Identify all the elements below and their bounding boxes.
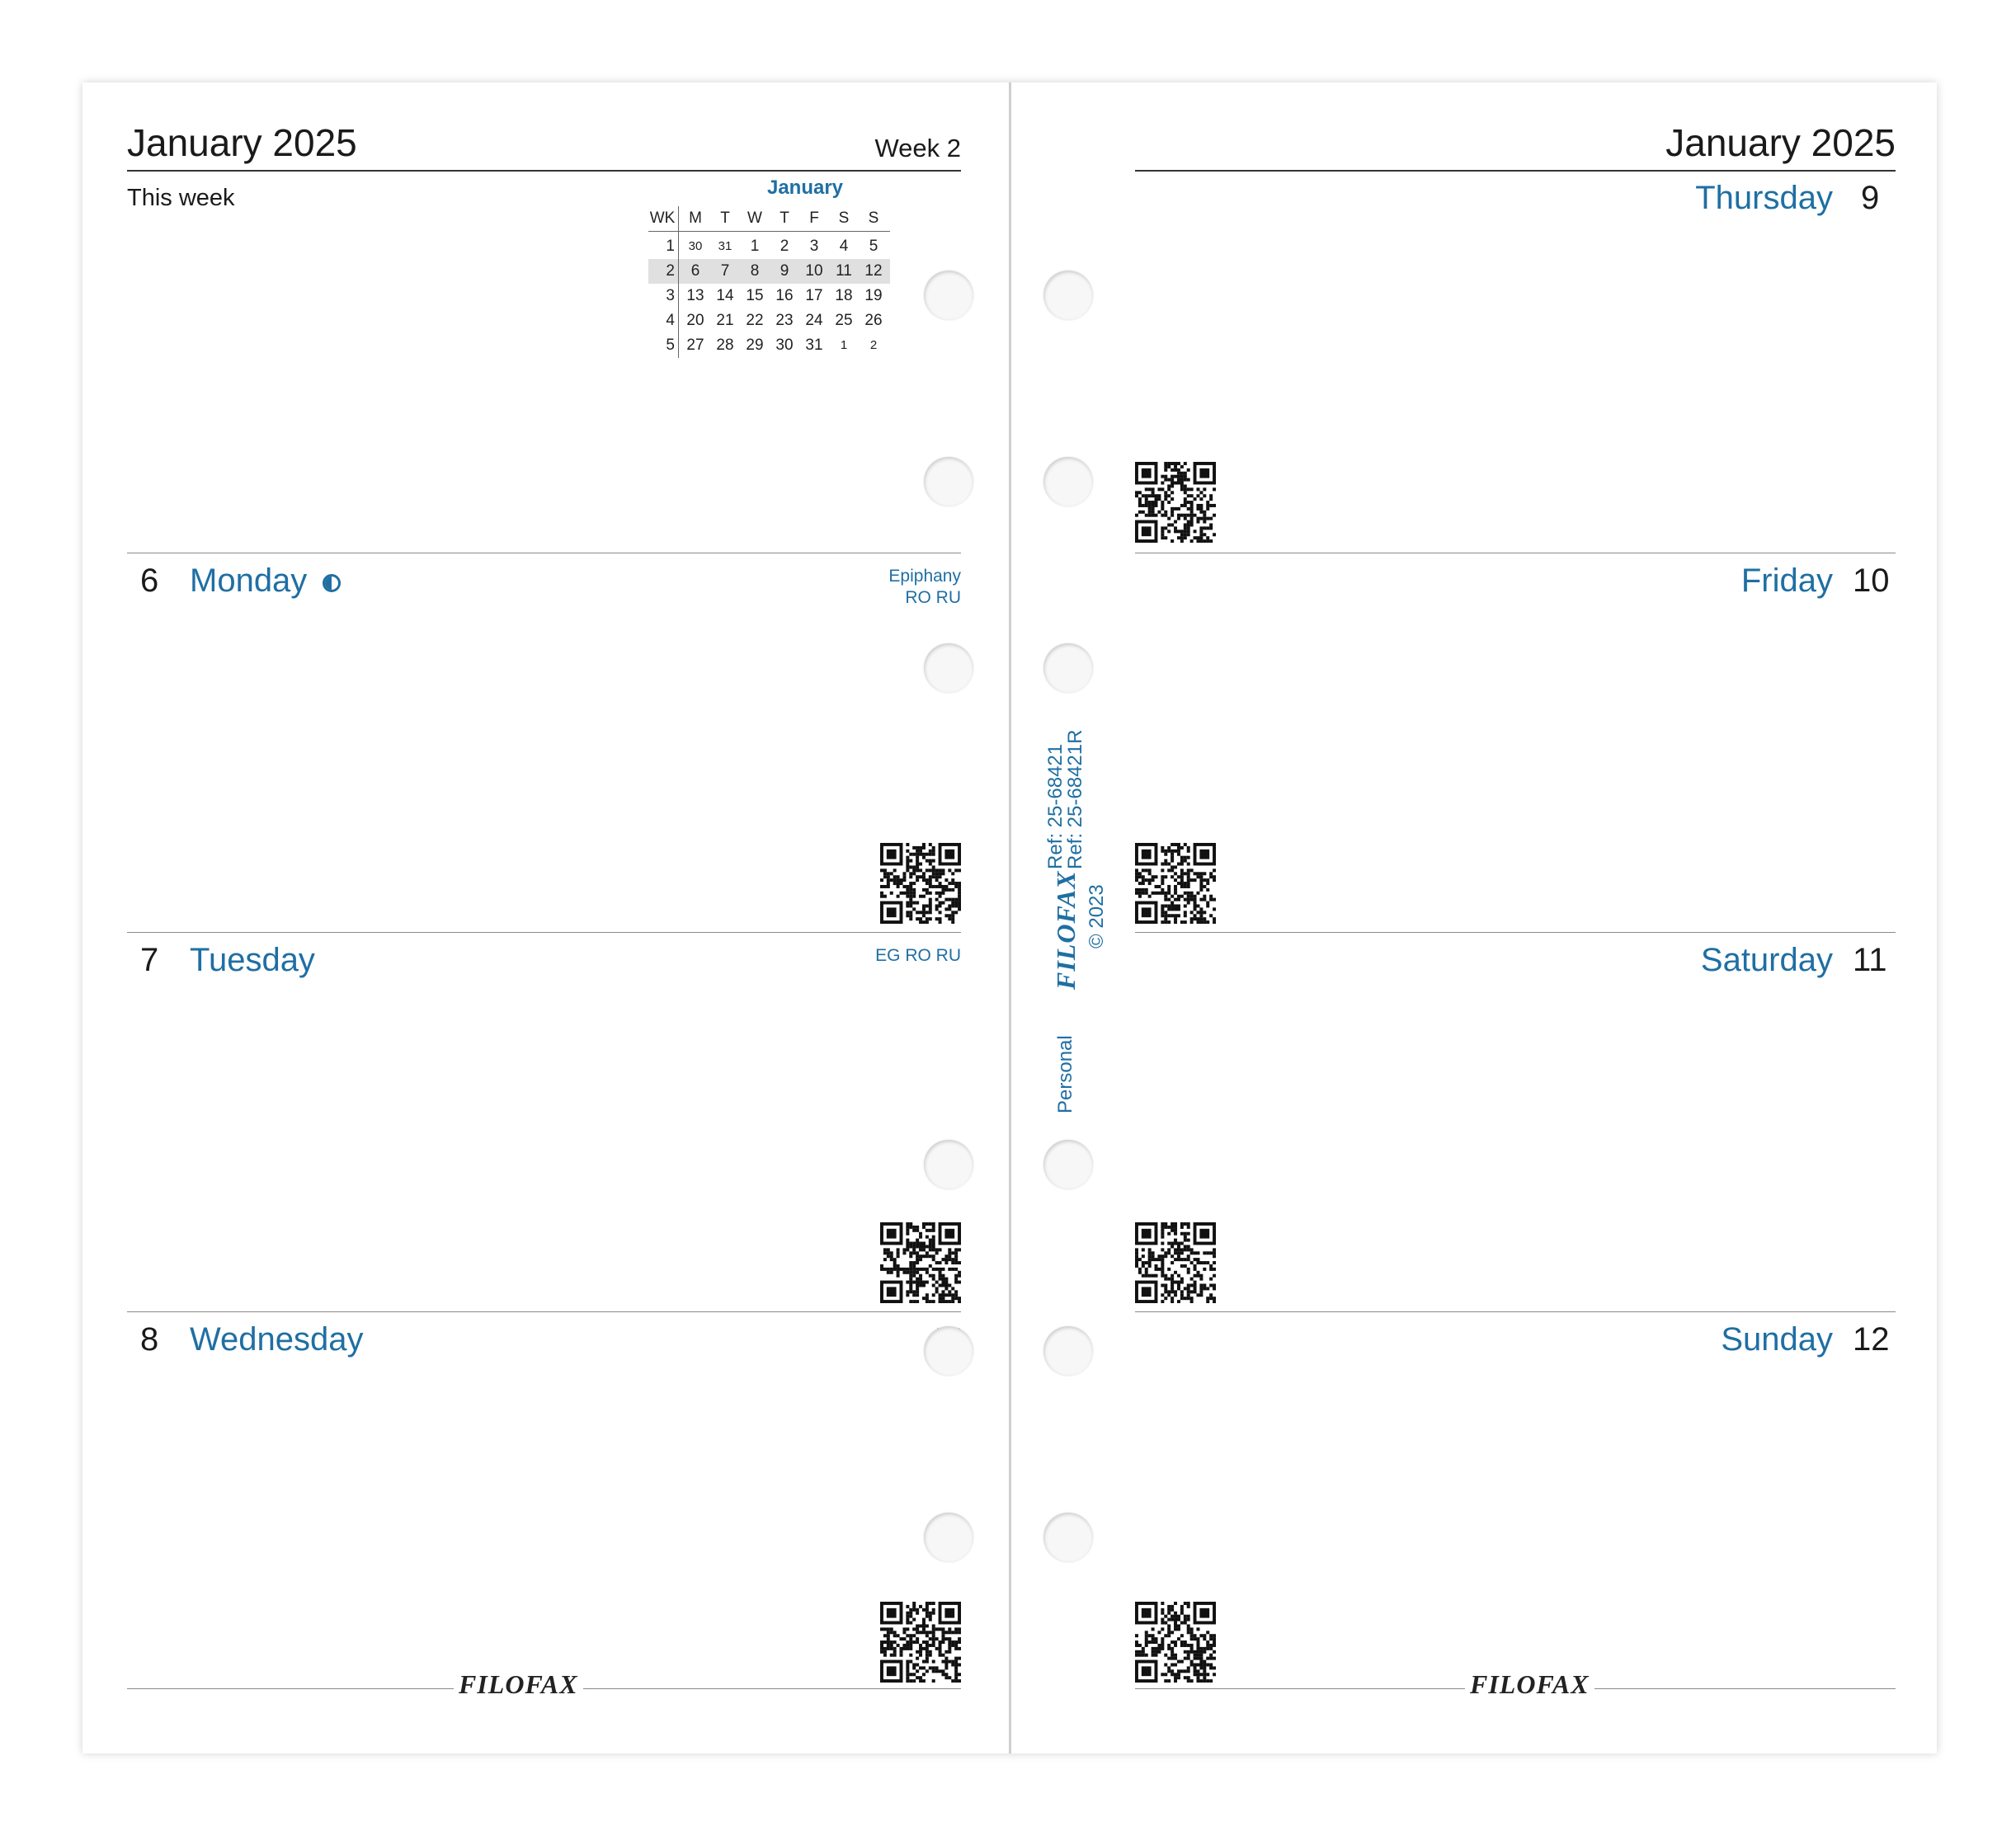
mini-calendar-day: 6 — [690, 262, 700, 280]
mini-calendar-day: 4 — [839, 238, 849, 255]
mini-calendar-week-number: 3 — [666, 287, 675, 304]
day-name-saturday: Saturday — [1700, 942, 1833, 978]
mini-calendar-title: January — [766, 177, 844, 199]
section-divider — [127, 1311, 961, 1312]
mini-calendar-header: T — [780, 209, 789, 227]
mini-calendar-header: WK — [649, 209, 676, 227]
filofax-logo: FILOFAX — [454, 1669, 583, 1700]
mini-calendar-header: F — [809, 209, 819, 227]
week-number-label: Week 2 — [874, 134, 961, 162]
day-number-monday: 6 — [140, 562, 159, 599]
qr-code-icon — [1135, 1602, 1216, 1683]
mini-calendar-day: 30 — [688, 239, 703, 253]
binder-hole — [1043, 457, 1093, 506]
mini-calendar-header: S — [838, 209, 850, 227]
left-page — [82, 82, 1009, 1753]
copyright-label: © 2023 — [1086, 884, 1108, 948]
qr-code-icon — [1135, 843, 1216, 924]
mini-calendar-day: 12 — [864, 262, 883, 280]
mini-calendar-day: 17 — [805, 287, 823, 304]
binder-hole — [1043, 643, 1093, 693]
mini-calendar-day: 10 — [805, 262, 823, 280]
section-divider — [127, 932, 961, 933]
day-name-monday: Monday — [190, 562, 308, 599]
this-week-label: This week — [127, 185, 235, 211]
mini-calendar-day: 5 — [869, 238, 878, 255]
day-number-wednesday: 8 — [140, 1321, 159, 1358]
qr-code-icon — [880, 1602, 961, 1683]
spine-filofax-logo: FILOFAX — [1051, 870, 1081, 990]
page-title: January 2025 — [127, 121, 357, 164]
day-number-tuesday: 7 — [140, 942, 159, 978]
binder-hole — [924, 457, 973, 506]
mini-calendar-day: 13 — [686, 287, 704, 304]
right-page — [1011, 82, 1937, 1753]
section-divider — [1135, 1311, 1896, 1312]
mini-calendar-day: 31 — [718, 239, 732, 253]
mini-calendar-day: 23 — [775, 312, 794, 329]
mini-calendar-day: 1 — [750, 238, 760, 255]
reference-number: Ref: 25-68421 — [1044, 743, 1067, 869]
size-label: Personal — [1054, 1035, 1076, 1113]
day-name-tuesday: Tuesday — [190, 942, 315, 978]
mini-calendar-day: 29 — [746, 337, 764, 354]
mini-calendar-day: 15 — [746, 287, 764, 304]
mini-calendar-day: 25 — [835, 312, 853, 329]
day-name-sunday: Sunday — [1721, 1321, 1833, 1358]
mini-calendar-day: 24 — [805, 312, 823, 329]
holiday-countries: RO RU — [905, 588, 961, 607]
section-divider — [1135, 932, 1896, 933]
binder-hole — [1043, 1140, 1093, 1189]
first-quarter-moon-icon — [323, 574, 341, 592]
binder-hole — [924, 643, 973, 693]
binder-hole — [1043, 271, 1093, 320]
binder-hole — [924, 1513, 973, 1562]
binder-hole — [924, 1140, 973, 1189]
mini-calendar-day: 2 — [869, 338, 878, 352]
filofax-logo: FILOFAX — [1465, 1669, 1594, 1700]
header-rule — [1135, 170, 1896, 172]
binder-hole — [1043, 1326, 1093, 1376]
mini-calendar-day: 30 — [775, 337, 794, 354]
mini-calendar-day: 14 — [716, 287, 734, 304]
qr-code-icon — [880, 1222, 961, 1303]
day-number-saturday: 11 — [1853, 942, 1887, 978]
mini-calendar — [648, 177, 962, 358]
holiday-list-tuesday — [875, 945, 961, 967]
page-title: January 2025 — [1665, 121, 1896, 164]
mini-calendar-day: 1 — [840, 338, 848, 352]
mini-calendar-header: T — [720, 209, 730, 227]
mini-calendar-header: M — [689, 209, 702, 227]
mini-calendar-day: 27 — [686, 337, 704, 354]
mini-calendar-header: S — [868, 209, 879, 227]
reference-number-r: Ref: 25-68421R — [1064, 729, 1086, 869]
day-name-friday: Friday — [1740, 562, 1833, 599]
mini-calendar-day: 20 — [686, 312, 704, 329]
day-number-thursday: 9 — [1861, 180, 1880, 216]
mini-calendar-day: 26 — [864, 312, 883, 329]
mini-calendar-week-number: 2 — [666, 262, 675, 280]
mini-calendar-day: 3 — [809, 238, 819, 255]
holiday-countries: EG RO RU — [875, 946, 961, 965]
binder-hole — [924, 1326, 973, 1376]
mini-calendar-day: 8 — [750, 262, 760, 280]
mini-calendar-week-divider — [678, 206, 679, 358]
mini-calendar-day: 11 — [836, 262, 852, 280]
qr-code-icon — [880, 843, 961, 924]
header-rule — [127, 170, 961, 172]
binder-hole — [1043, 1513, 1093, 1562]
day-number-friday: 10 — [1853, 562, 1890, 599]
qr-code-icon — [1135, 1222, 1216, 1303]
mini-calendar-day: 18 — [835, 287, 853, 304]
mini-calendar-week-number: 4 — [666, 312, 675, 329]
mini-calendar-header-rule — [648, 231, 890, 232]
mini-calendar-week-number: 5 — [666, 337, 675, 354]
mini-calendar-header: W — [747, 209, 762, 227]
mini-calendar-day: 19 — [864, 287, 883, 304]
holiday-epiphany: Epiphany — [888, 567, 961, 586]
mini-calendar-day: 21 — [716, 312, 734, 329]
day-name-wednesday: Wednesday — [190, 1321, 364, 1358]
binder-hole — [924, 271, 973, 320]
mini-calendar-day: 22 — [746, 312, 764, 329]
mini-calendar-day: 2 — [780, 238, 789, 255]
day-name-thursday: Thursday — [1695, 180, 1833, 216]
mini-calendar-day: 16 — [775, 287, 794, 304]
day-number-sunday: 12 — [1853, 1321, 1890, 1358]
mini-calendar-day: 7 — [720, 262, 730, 280]
mini-calendar-day: 31 — [805, 337, 823, 354]
mini-calendar-day: 28 — [716, 337, 734, 354]
holiday-list-monday — [888, 566, 961, 609]
qr-code-icon — [1135, 462, 1216, 543]
mini-calendar-day: 9 — [780, 262, 789, 280]
mini-calendar-week-number: 1 — [666, 238, 675, 255]
